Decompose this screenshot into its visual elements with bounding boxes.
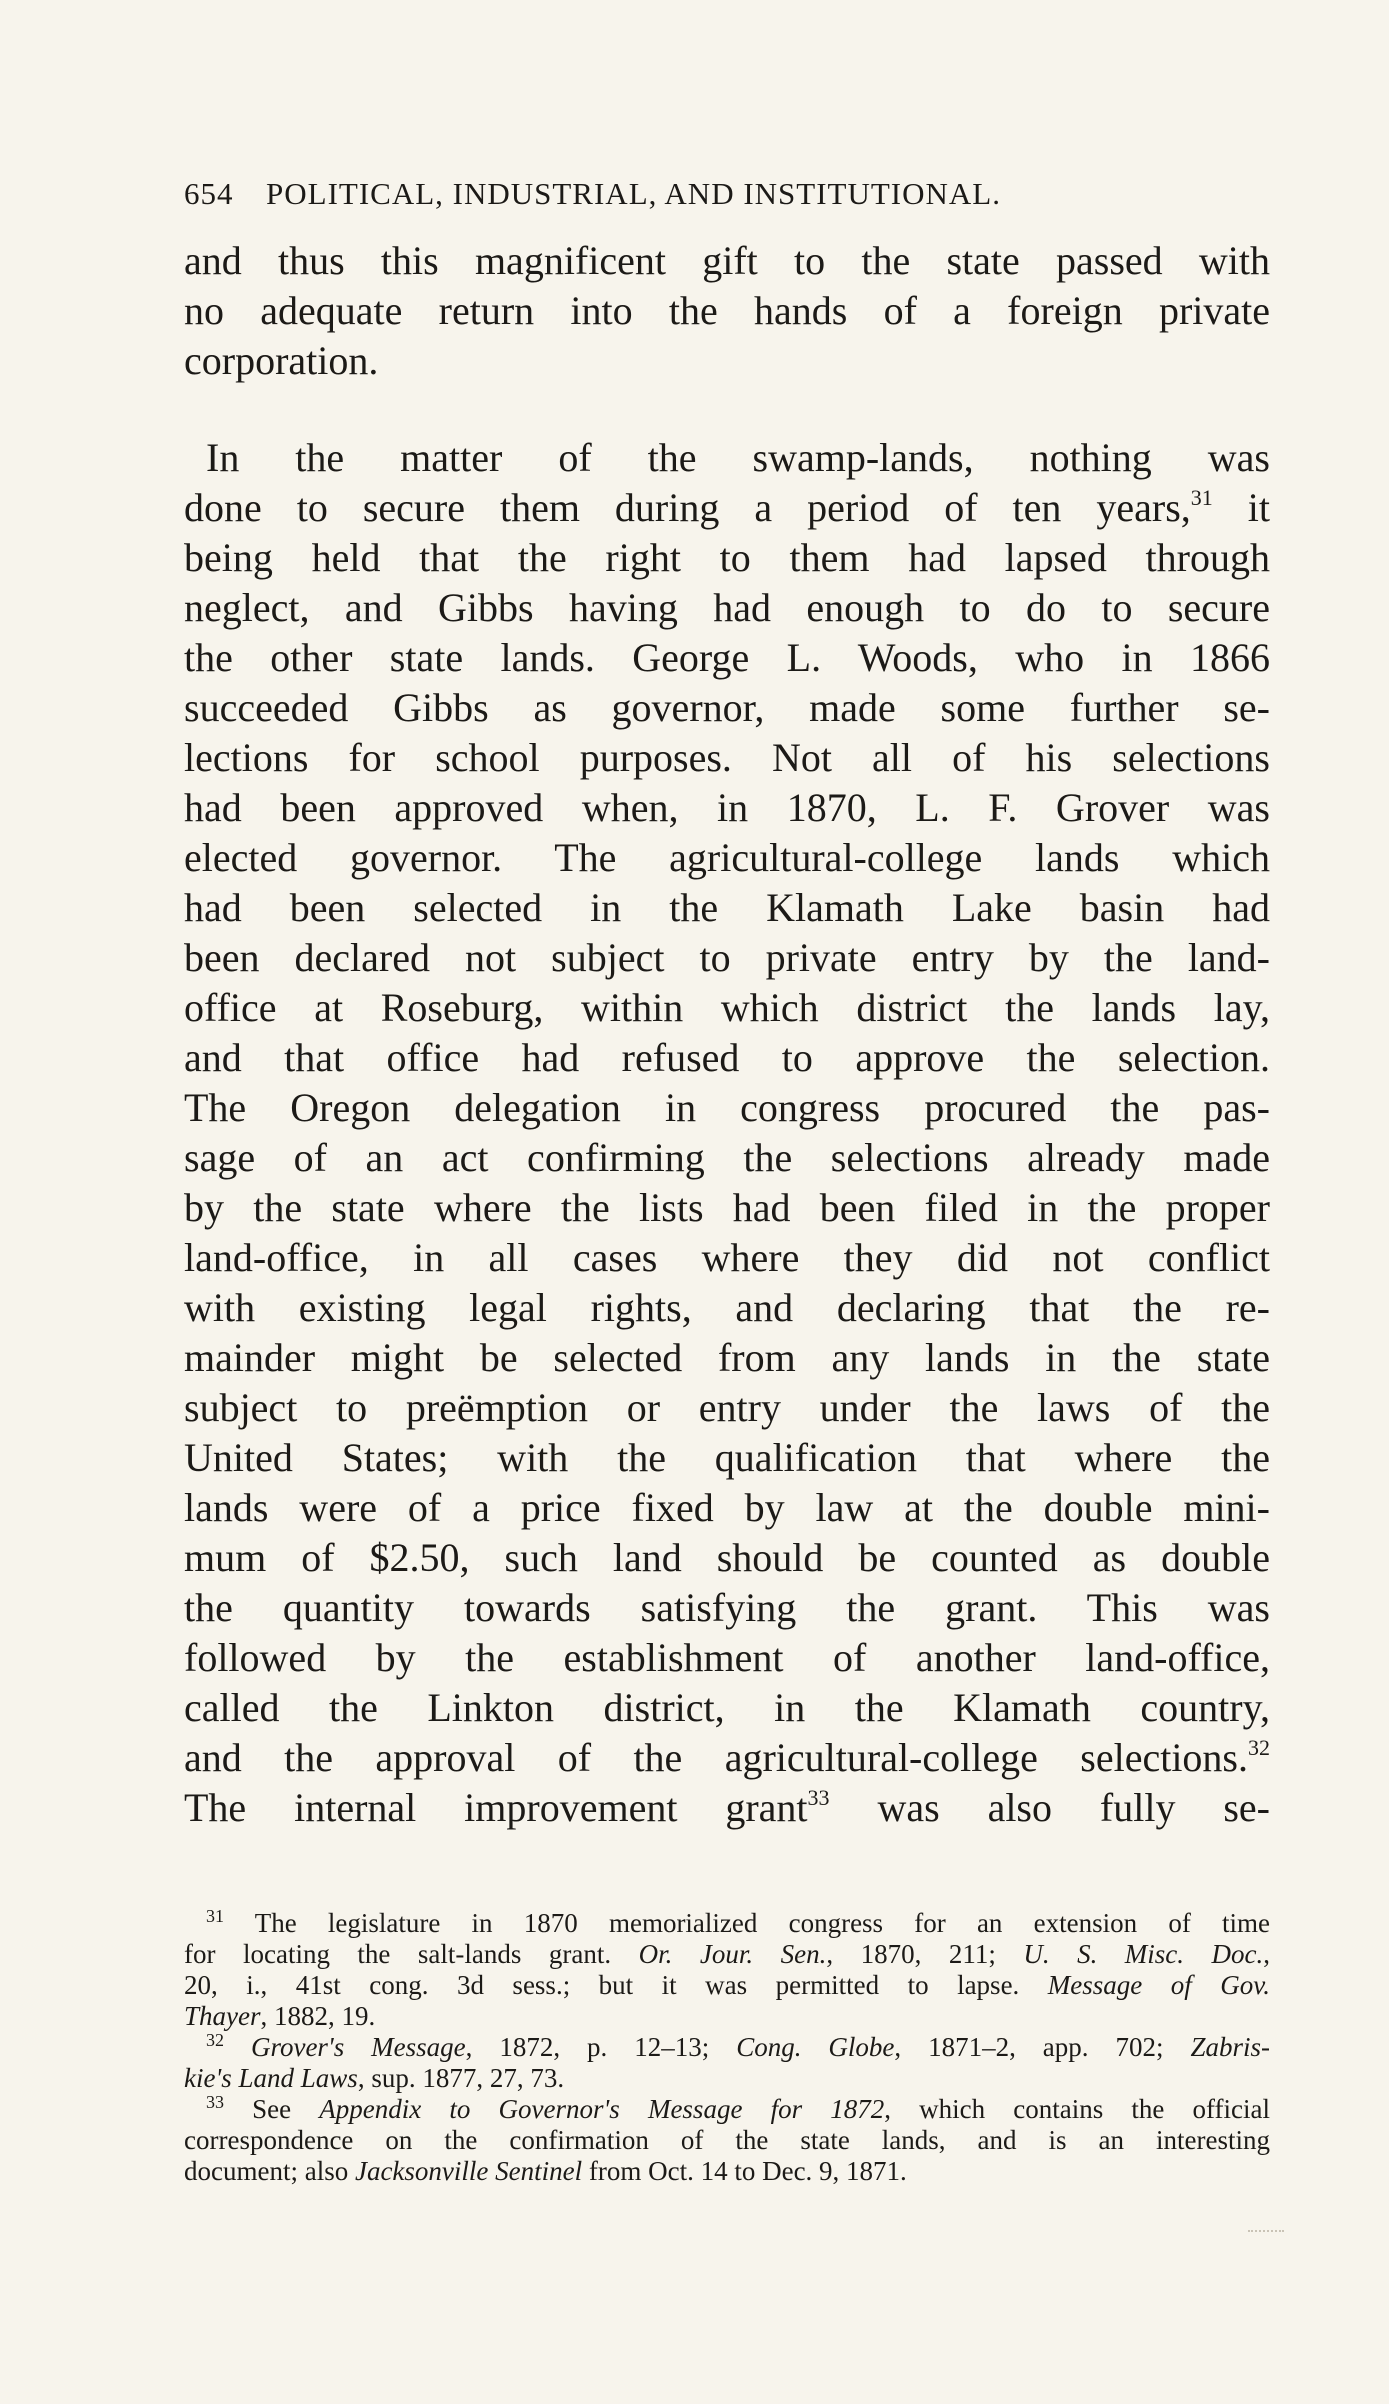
text-line: no adequate return into the hands of a foreign private: [184, 288, 1270, 333]
text-line: The Oregon delegation in congress procured the pas-: [184, 1085, 1270, 1130]
text-span: The internal improvement grant: [184, 1785, 808, 1830]
text-line: [184, 1733, 1270, 1783]
text-line: [184, 433, 1270, 483]
text-line: the quantity towards satisfying the grant. This was: [184, 1585, 1270, 1630]
footnote-line: [184, 2001, 1270, 2032]
paragraph-2: [184, 433, 1270, 1833]
text-span: , which contains the official: [884, 2094, 1270, 2124]
text-span: , 1872, p. 12–13;: [465, 2032, 737, 2062]
citation-title: U. S. Misc. Doc.: [1023, 1939, 1264, 1969]
body-text: [184, 236, 1270, 1833]
citation-title: Cong. Globe: [736, 2032, 895, 2062]
footnote-marker: 32: [206, 2030, 224, 2050]
footnote-line: [184, 2156, 1270, 2187]
text-line: being held that the right to them had lapsed through: [184, 535, 1270, 580]
text-line: with existing legal rights, and declaring that the re-: [184, 1285, 1270, 1330]
text-line: sage of an act confirming the selections already made: [184, 1135, 1270, 1180]
text-line: had been approved when, in 1870, L. F. Grover was: [184, 785, 1270, 830]
text-span: document; also: [184, 2156, 355, 2186]
text-line: subject to preëmption or entry under the laws of the: [184, 1385, 1270, 1430]
text-span: done to secure them during a period of ten years,: [184, 485, 1191, 530]
footnote-marker: 31: [206, 1906, 224, 1926]
footnote-ref-33: 33: [807, 1785, 830, 1810]
citation-title: kie's Land Laws: [184, 2063, 358, 2093]
text-span: and the approval of the agricultural-college selections.: [184, 1735, 1248, 1780]
text-line: mum of $2.50, such land should be counted as double: [184, 1535, 1270, 1580]
text-line: elected governor. The agricultural-college lands which: [184, 835, 1270, 880]
page-header: [184, 176, 1270, 216]
text-span: , 1870, 211;: [826, 1939, 1024, 1969]
citation-title: Appendix to Governor's Message for 1872: [319, 2094, 885, 2124]
citation-title: Jacksonville Sentinel: [354, 2156, 583, 2186]
footnote-line: [184, 1939, 1270, 1970]
footnote-32: [184, 2032, 1270, 2094]
citation-title: Thayer: [184, 2001, 261, 2031]
text-line: had been selected in the Klamath Lake basin had: [184, 885, 1270, 930]
text-line: succeeded Gibbs as governor, made some further se-: [184, 685, 1270, 730]
citation-title: Message of Gov.: [1047, 1970, 1270, 2000]
footnote-33: [184, 2094, 1270, 2187]
text-line: United States; with the qualification that where the: [184, 1435, 1270, 1480]
text-line: neglect, and Gibbs having had enough to do to secure: [184, 585, 1270, 630]
citation-title: Grover's Message: [224, 2032, 466, 2062]
text-line: the other state lands. George L. Woods, who in 1866: [184, 635, 1270, 680]
text-span: See: [224, 2094, 320, 2124]
text-line: corporation.: [184, 338, 379, 383]
running-head: POLITICAL, INDUSTRIAL, AND INSTITUTIONAL.: [266, 176, 1001, 211]
footnote-line: [184, 1970, 1270, 2001]
text-line: and thus this magnificent gift to the state passed with: [184, 238, 1270, 283]
text-line: lections for school purposes. Not all of his selections: [184, 735, 1270, 780]
text-line: [184, 483, 1270, 533]
footnote-line: [184, 1908, 1270, 1939]
footnote-marker: 33: [206, 2092, 224, 2112]
text-span: In the matter of the swamp-lands, nothing was: [206, 435, 1270, 480]
text-span: it: [1212, 485, 1271, 530]
footnote-line: [184, 2032, 1270, 2063]
citation-title: Or. Jour. Sen.: [638, 1939, 827, 1969]
footnote-ref-31: 31: [1190, 485, 1213, 510]
text-span: from Oct. 14 to Dec. 9, 1871.: [582, 2156, 907, 2186]
text-span: 20, i., 41st cong. 3d sess.; but it was permitted to lapse.: [184, 1970, 1048, 2000]
text-span: for locating the salt-lands grant.: [184, 1939, 639, 1969]
text-line: called the Linkton district, in the Klamath country,: [184, 1685, 1270, 1730]
text-line: lands were of a price fixed by law at the double mini-: [184, 1485, 1270, 1530]
text-line: [184, 1783, 1270, 1833]
footnote-line: correspondence on the confirmation of the state lands, and is an interesting: [184, 2125, 1270, 2155]
footnote-line: [184, 2063, 1270, 2094]
text-line: land-office, in all cases where they did not conflict: [184, 1235, 1270, 1280]
text-span: , 1882, 19.: [260, 2001, 376, 2031]
footnote-ref-32: 32: [1248, 1735, 1270, 1760]
text-line: by the state where the lists had been filed in the proper: [184, 1185, 1270, 1230]
text-span: was also fully se-: [829, 1785, 1270, 1830]
footnote-31: [184, 1908, 1270, 2032]
citation-title: Zabris-: [1190, 2032, 1270, 2062]
text-line: followed by the establishment of another land-office,: [184, 1635, 1270, 1680]
page-number: 654: [184, 176, 234, 211]
footnote-line: [184, 2094, 1270, 2125]
text-line: office at Roseburg, within which district the lands lay,: [184, 985, 1270, 1030]
text-span: The legislature in 1870 memorialized congress for an extension of time: [224, 1908, 1270, 1938]
text-line: mainder might be selected from any lands in the state: [184, 1335, 1270, 1380]
text-span: , 1871–2, app. 702;: [894, 2032, 1191, 2062]
paragraph-1: [184, 236, 1270, 386]
text-line: and that office had refused to approve the selection.: [184, 1035, 1270, 1080]
footnotes: [184, 1908, 1270, 2187]
text-span: , sup. 1877, 27, 73.: [357, 2063, 565, 2093]
text-span: ,: [1263, 1939, 1271, 1969]
print-smudge: [1248, 2230, 1284, 2240]
text-line: been declared not subject to private entry by the land-: [184, 935, 1270, 980]
